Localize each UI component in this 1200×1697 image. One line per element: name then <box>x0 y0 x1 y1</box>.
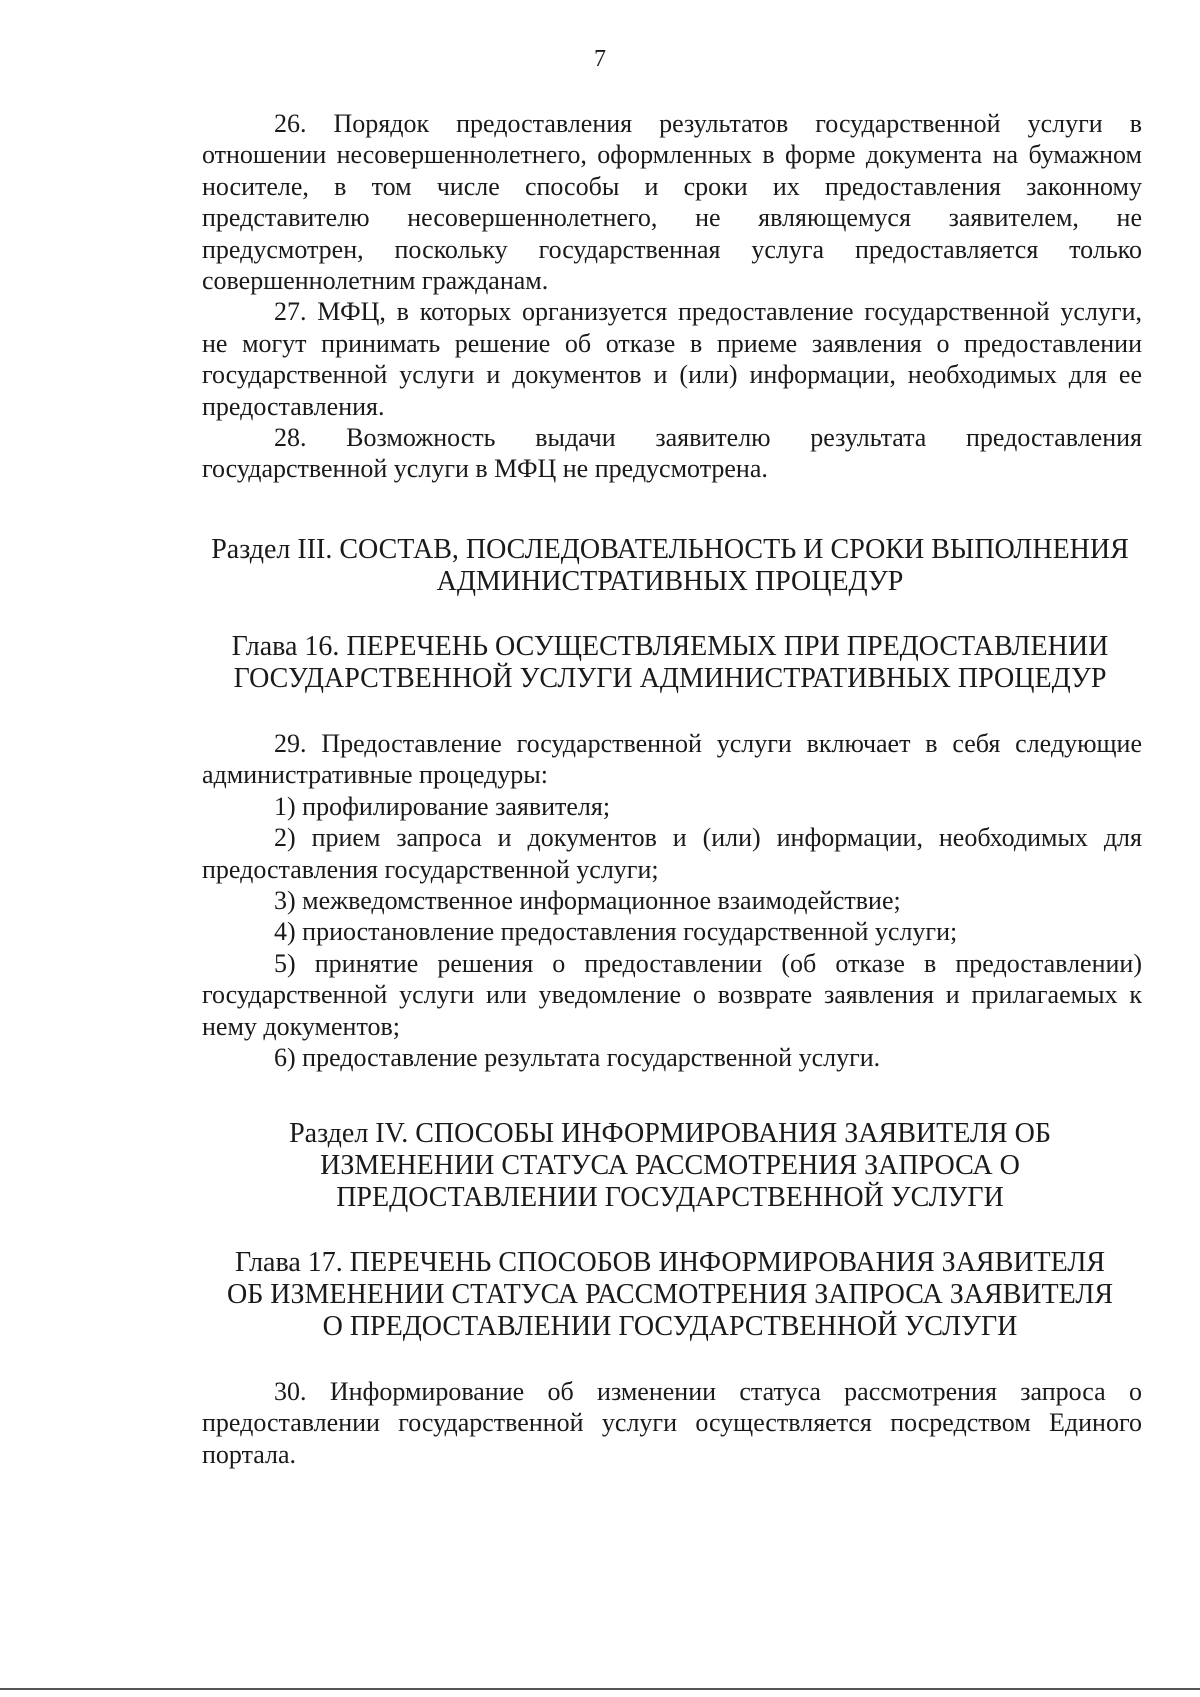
section-3-heading-line-1: Раздел III. СОСТАВ, ПОСЛЕДОВАТЕЛЬНОСТЬ И СРОКИ ВЫПОЛНЕНИЯ <box>211 534 1129 565</box>
section-4-heading-line-3: ПРЕДОСТАВЛЕНИИ ГОСУДАРСТВЕННОЙ УСЛУГИ <box>336 1182 1004 1213</box>
paragraph-26: 26. Порядок предоставления результатов государственной услуги в отношении несовершеннолетнего, оформленных в форме документа на бумажном носителе, в том числе способы и сроки их предоставления законному представителю несовершеннолетнего, не являющемуся заявителем, не предусмотрен, поскольку государственная услуга предоставляется только совершеннолетним гражданам. <box>202 109 1142 296</box>
section-4-heading-line-2: ИЗМЕНЕНИИ СТАТУСА РАССМОТРЕНИЯ ЗАПРОСА О <box>320 1150 1020 1181</box>
paragraph-30: 30. Информирование об изменении статуса рассмотрения запроса о предоставлении государственной услуги осуществляется посредством Единого портала. <box>202 1377 1142 1469</box>
paragraphs-26-28 <box>202 108 1142 485</box>
page-number: 7 <box>594 46 606 72</box>
chapter-17-heading-line-2: ОБ ИЗМЕНЕНИИ СТАТУСА РАССМОТРЕНИЯ ЗАПРОСА ЗАЯВИТЕЛЯ <box>226 1279 1114 1310</box>
paragraph-30-block <box>202 1376 1142 1470</box>
section-3-heading-line-2: АДМИНИСТРАТИВНЫХ ПРОЦЕДУР <box>436 566 904 597</box>
chapter-16-heading-line-2: ГОСУДАРСТВЕННОЙ УСЛУГИ АДМИНИСТРАТИВНЫХ ПРОЦЕДУР <box>233 663 1107 694</box>
bottom-rule-divider <box>0 1688 1200 1690</box>
chapter-16-heading <box>190 631 1150 695</box>
list-item: 5) принятие решения о предоставлении (об отказе в предоставлении) государственной услуги или уведомление о возврате заявления и прилагаемых к нему документов; <box>202 948 1142 1041</box>
paragraph-28: 28. Возможность выдачи заявителю результата предоставления государственной услуги в МФЦ не предусмотрена. <box>202 423 1142 484</box>
chapter-16-heading-line-1: Глава 16. ПЕРЕЧЕНЬ ОСУЩЕСТВЛЯЕМЫХ ПРИ ПРЕДОСТАВЛЕНИИ <box>231 631 1109 662</box>
chapter-17-heading-line-3: О ПРЕДОСТАВЛЕНИИ ГОСУДАРСТВЕННОЙ УСЛУГИ <box>322 1311 1018 1342</box>
list-item: 2) прием запроса и документов и (или) информации, необходимых для предоставления государственной услуги; <box>202 823 1142 884</box>
paragraph-29-block <box>202 728 1142 1073</box>
section-3-heading <box>190 534 1150 598</box>
list-item: 4) приостановление предоставления государственной услуги; <box>274 917 958 947</box>
section-4-heading-line-1: Раздел IV. СПОСОБЫ ИНФОРМИРОВАНИЯ ЗАЯВИТЕЛЯ ОБ <box>289 1118 1051 1149</box>
section-4-heading <box>190 1118 1150 1214</box>
list-item: 6) предоставление результата государственной услуги. <box>274 1043 881 1073</box>
chapter-17-heading-line-1: Глава 17. ПЕРЕЧЕНЬ СПОСОБОВ ИНФОРМИРОВАНИЯ ЗАЯВИТЕЛЯ <box>234 1247 1106 1278</box>
chapter-17-heading <box>190 1247 1150 1343</box>
list-item: 1) профилирование заявителя; <box>274 791 611 821</box>
list-item: 3) межведомственное информационное взаимодействие; <box>274 886 901 916</box>
paragraph-29-intro: 29. Предоставление государственной услуги включает в себя следующие административные процедуры: <box>202 729 1142 790</box>
paragraph-27: 27. МФЦ, в которых организуется предоставление государственной услуги, не могут принимать решение об отказе в приеме заявления о предоставлении государственной услуги и документов и (или) информации, необходимых для ее предоставления. <box>202 297 1142 421</box>
